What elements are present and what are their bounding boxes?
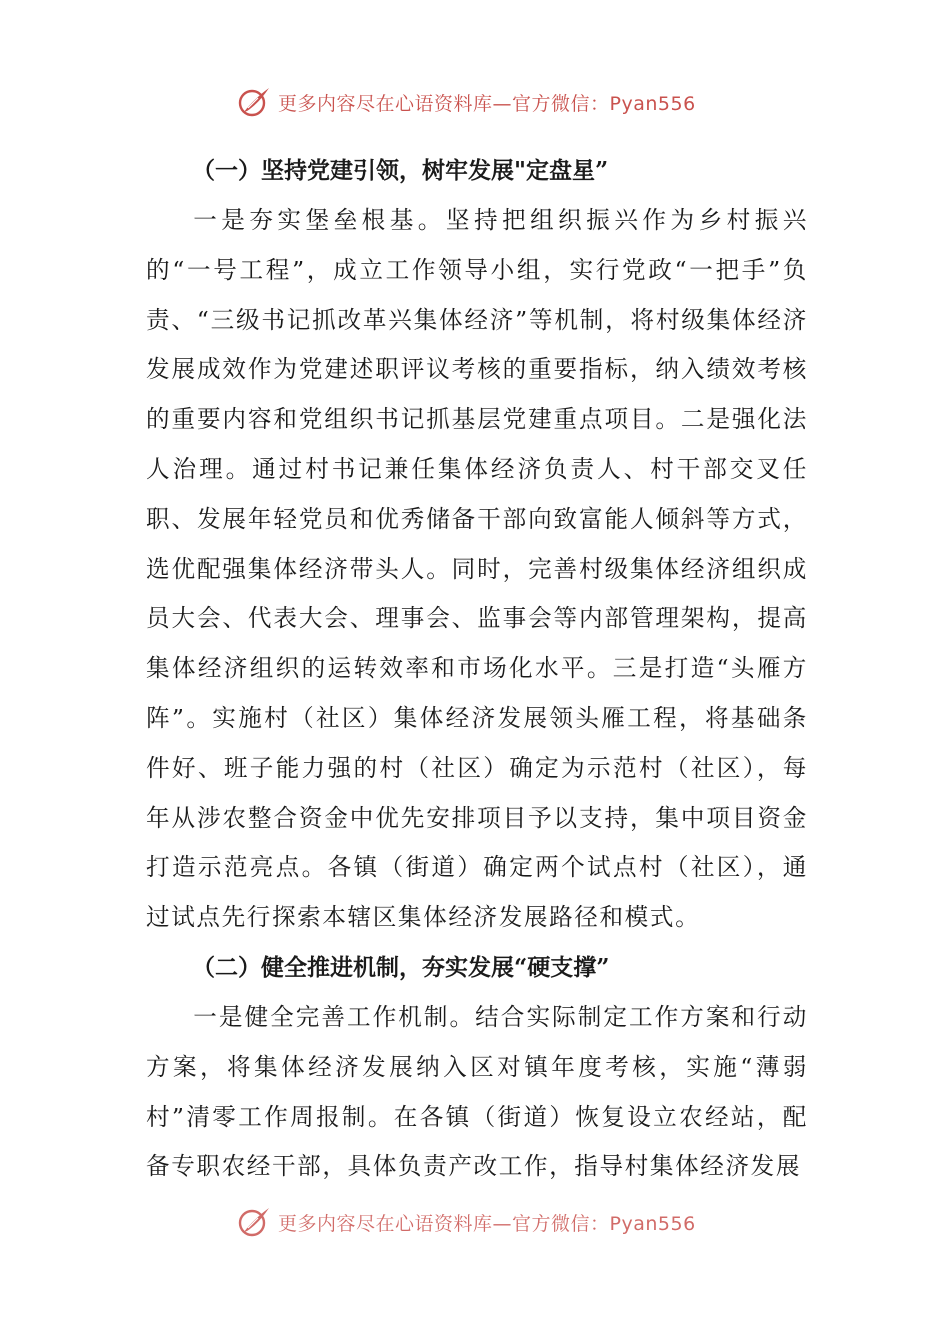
section-heading-1: （一）坚持党建引领，树牢发展"定盘星” xyxy=(192,157,609,184)
watermark-banner-bottom xyxy=(236,1202,696,1242)
quill-logo-icon xyxy=(236,1204,272,1240)
section-paragraph-1: 一是夯实堡垒根基。坚持把组织振兴作为乡村振兴的“一号工程”，成立工作领导小组，实行党政“一把手”负责、“三级书记抓改革兴集体经济”等机制，将村级集体经济发展成效作为党建述职评议考核的重要指标，纳入绩效考核的重要内容和党组织书记抓基层党建重点项目。二是强化法人治理。通过村书记兼任集体经济负责人、村干部交叉任职、发展年轻党员和优秀储备干部向致富能人倾斜等方式，选优配强集体经济带头人。同时，完善村级集体经济组织成员大会、代表大会、理事会、监事会等内部管理架构，提高集体经济组织的运转效率和市场化水平。三是打造“头雁方阵”。实施村（社区）集体经济发展领头雁工程，将基础条件好、班子能力强的村（社区）确定为示范村（社区），每年从涉农整合资金中优先安排项目予以支持，集中项目资金打造示范亮点。各镇（街道）确定两个试点村（社区），通过试点先行探索本辖区集体经济发展路径和模式。 xyxy=(146,206,808,932)
watermark-text: 更多内容尽在心语资料库—官方微信：Pyan556 xyxy=(278,92,696,115)
document-body xyxy=(146,146,808,1192)
watermark-text: 更多内容尽在心语资料库—官方微信：Pyan556 xyxy=(278,1212,696,1235)
quill-logo-icon xyxy=(236,84,272,120)
watermark-banner-top xyxy=(236,82,696,122)
section-paragraph-2: 一是健全完善工作机制。结合实际制定工作方案和行动方案，将集体经济发展纳入区对镇年度考核，实施“薄弱村”清零工作周报制。在各镇（街道）恢复设立农经站，配备专职农经干部，具体负责产改工作，指导村集体经济发展 xyxy=(146,1002,808,1181)
section-heading-2: （二）健全推进机制，夯实发展“硬支撑” xyxy=(192,953,610,981)
